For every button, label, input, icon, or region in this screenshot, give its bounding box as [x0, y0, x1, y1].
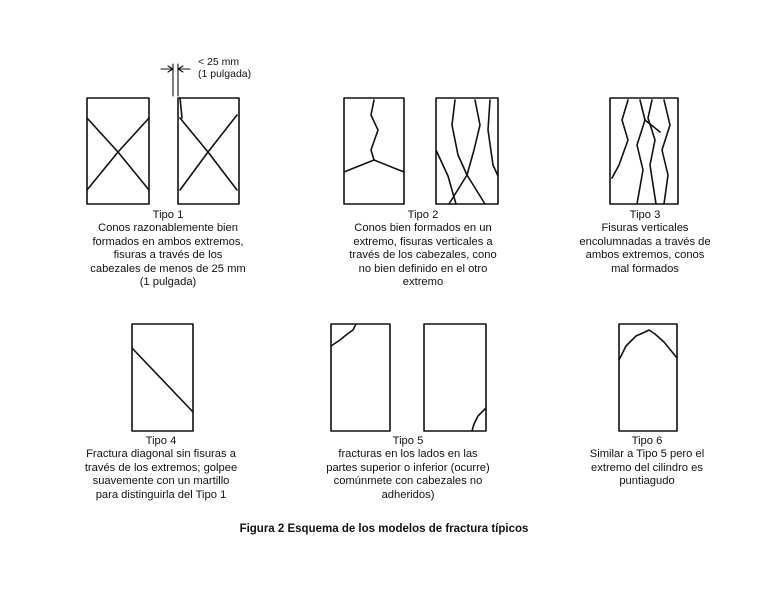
tipo-3-title: Tipo 3: [629, 209, 661, 221]
tipo-2-title: Tipo 2: [407, 209, 439, 221]
tipo-5-side-crack-b: [472, 408, 486, 431]
tipo-5-title: Tipo 5: [392, 435, 424, 447]
tipo-4-diagonal-crack: [132, 348, 193, 412]
tipo-3-description: Fisuras verticales encolumnadas a través de ambos extremos, conos mal formados: [579, 222, 711, 275]
tipo-1-cap-gap-crack: [180, 98, 182, 118]
tipo-2-vertical-crack-b1: [452, 100, 467, 175]
tipo-5-description: fracturas en los lados en las partes superior o inferior (ocurre) comúnmete con cabezales no adheridos): [326, 448, 490, 501]
tipo-2-vertical-crack-a: [371, 100, 378, 160]
gap-dimension-marker: [161, 64, 190, 96]
tipo-5-cylinder-b: [424, 324, 486, 431]
tipo-6-caption: [540, 435, 754, 489]
tipo-6-title: Tipo 6: [631, 435, 663, 447]
tipo-2-vertical-crack-b2: [467, 100, 480, 175]
tipo-1-cone-crack-b2: [208, 115, 237, 190]
tipo-2-caption: [310, 209, 536, 289]
tipo-2-specimens: [344, 98, 498, 204]
tipo-2-cylinder-a: [344, 98, 404, 204]
tipo-2-cone-crack-b2: [436, 150, 456, 204]
tipo-1-cone-crack-a2: [118, 118, 149, 190]
tipo-4-description: Fractura diagonal sin fisuras a través de los extremos; golpee suavemente con un martillo para distinguirla del Tipo 1: [84, 448, 238, 501]
tipo-5-caption: [293, 435, 523, 502]
tipo-3-crack-1: [612, 100, 628, 178]
tipo-6-cylinder: [619, 324, 677, 431]
tipo-3-crack-3: [648, 100, 656, 204]
tipo-5-side-crack-a: [331, 324, 356, 346]
gap-dimension-label: < 25 mm (1 pulgada): [198, 56, 252, 80]
figure-caption: Figura 2 Esquema de los modelos de fractura típicos: [239, 523, 529, 535]
tipo-6-specimen: [619, 324, 677, 431]
tipo-1-caption: [55, 209, 281, 289]
tipo-3-crack-4: [662, 100, 670, 204]
tipo-3-specimen: [610, 98, 678, 204]
tipo-6-description: Similar a Tipo 5 pero el extremo del cilindro es puntiagudo: [589, 448, 705, 488]
tipo-1-description: Conos razonablemente bien formados en ambos extremos, fisuras a través de los cabezales de menos de 25 mm (1 pulgada): [90, 222, 246, 289]
tipo-2-cone-crack-a: [344, 160, 404, 172]
tipo-4-cylinder: [132, 324, 193, 431]
tipo-3-crack-2: [637, 100, 645, 204]
tipo-6-pointed-crack: [619, 330, 677, 360]
tipo-3-caption: [540, 209, 750, 276]
tipo-2-description: Conos bien formados en un extremo, fisuras verticales a través de los cabezales, cono no bien definido en el otro extremo: [349, 222, 497, 289]
tipo-4-caption: [48, 435, 274, 502]
tipo-1-cone-crack-a: [87, 118, 118, 190]
tipo-4-specimen: [132, 324, 193, 431]
tipo-2-vertical-crack-b3: [488, 100, 498, 176]
tipo-5-specimens: [331, 324, 486, 431]
tipo-1-specimens: [87, 98, 239, 204]
tipo-4-title: Tipo 4: [145, 435, 177, 447]
tipo-1-cone-crack-b: [180, 118, 208, 190]
tipo-1-title: Tipo 1: [152, 209, 184, 221]
